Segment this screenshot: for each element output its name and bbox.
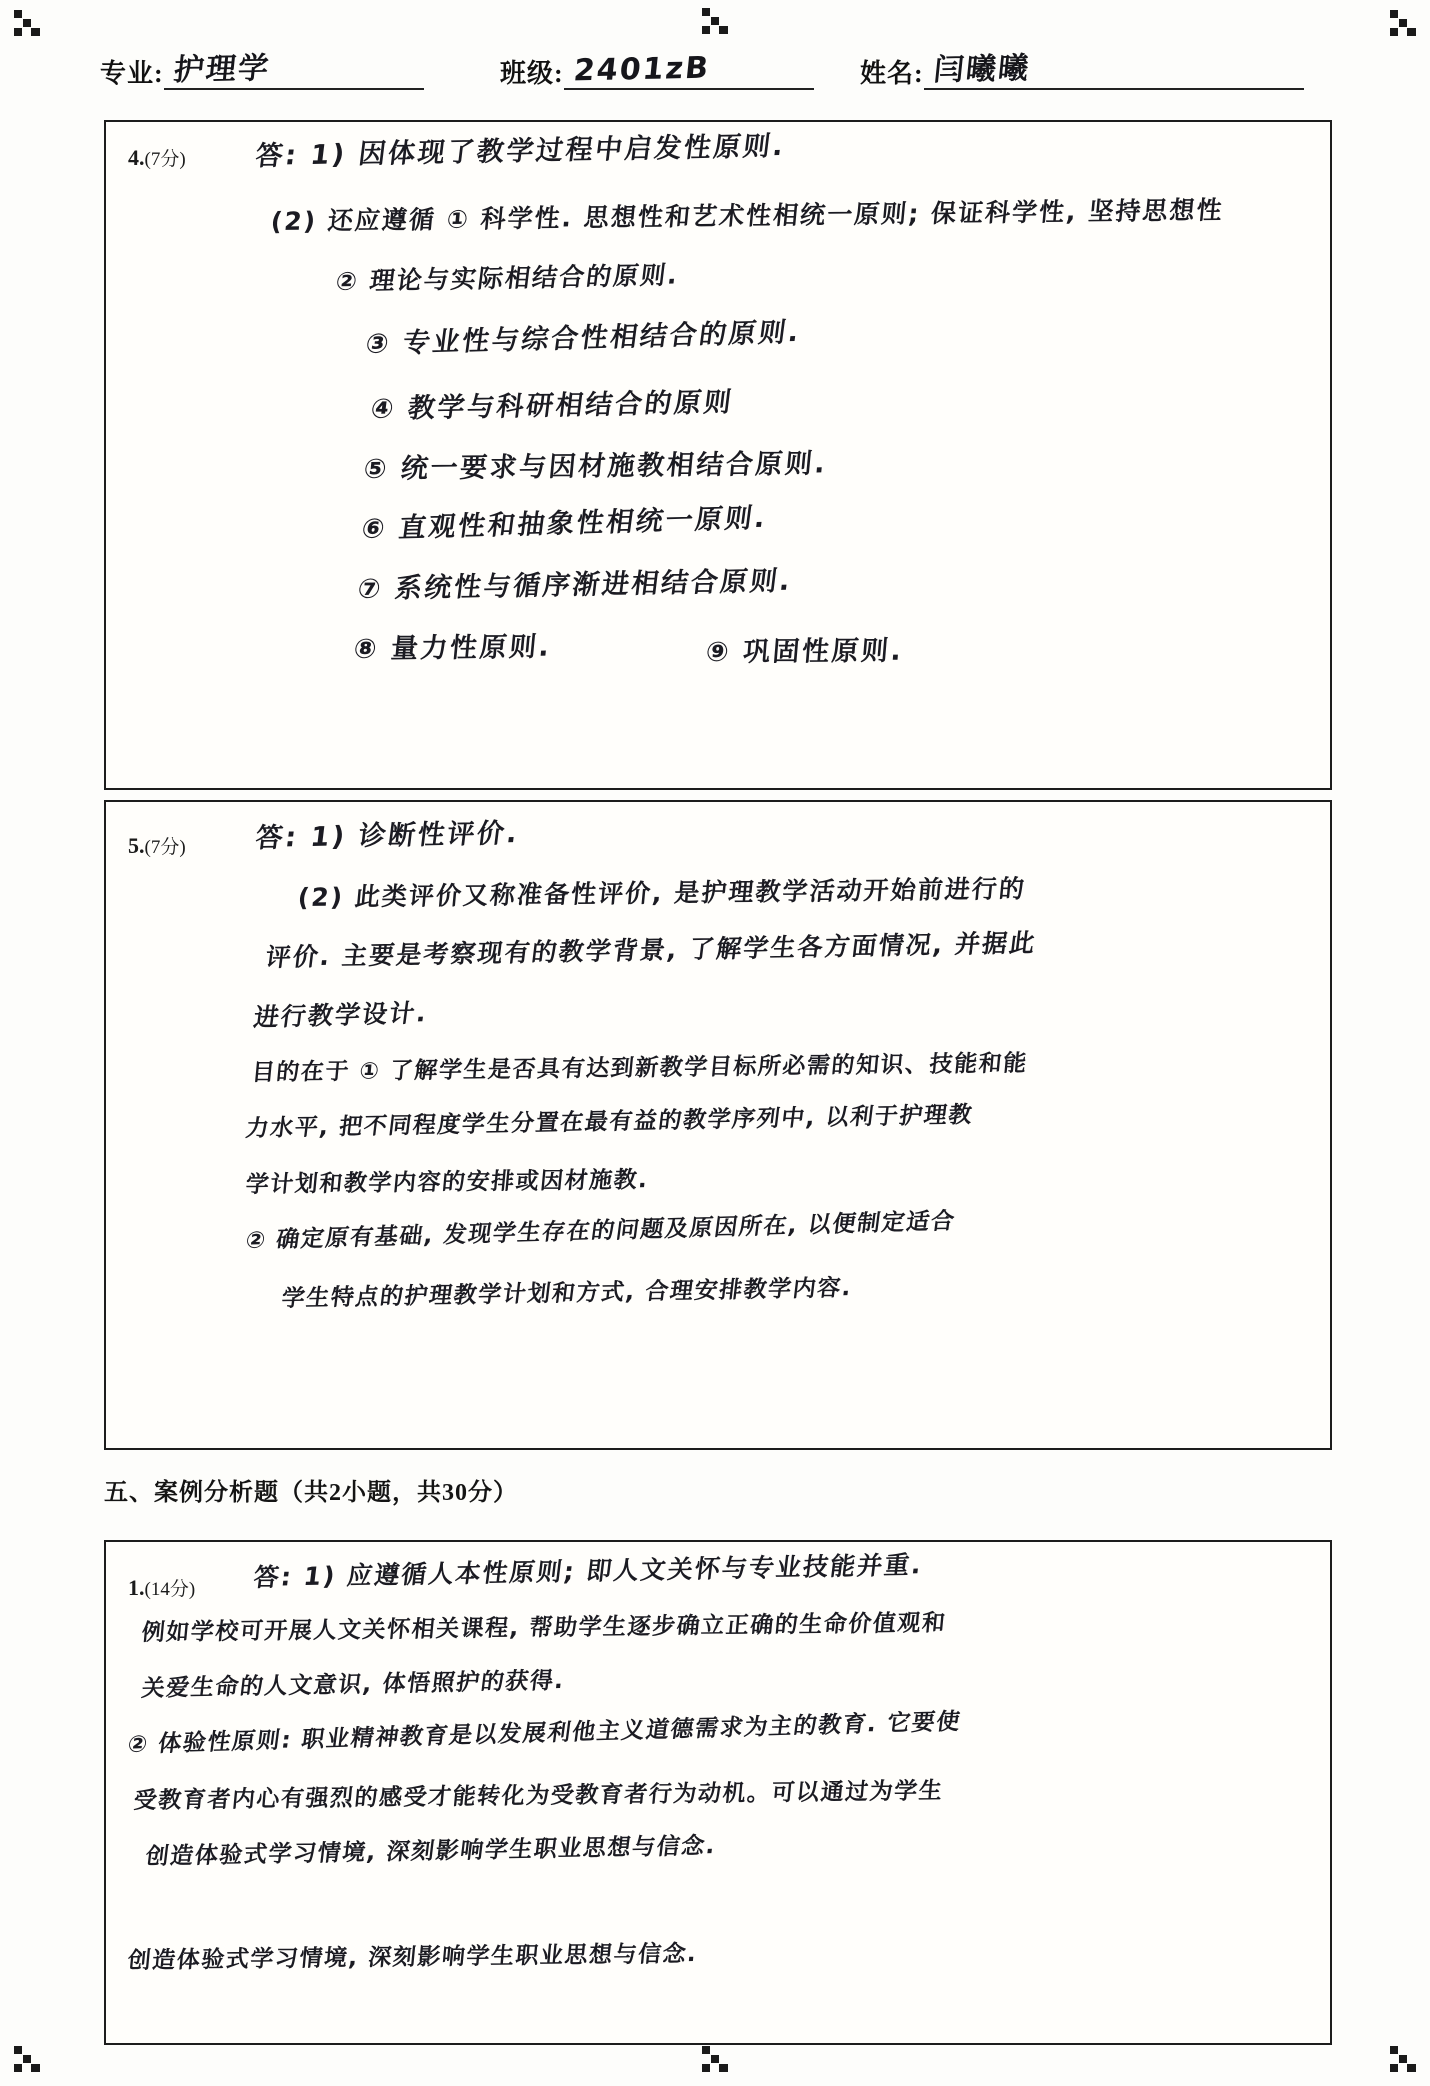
major-value: 护理学	[171, 50, 272, 89]
class-field	[500, 46, 840, 90]
answer-line: 评价. 主要是考察现有的教学背景, 了解学生各方面情况, 并据此	[264, 928, 1039, 972]
answer-line: 目的在于 ① 了解学生是否具有达到新教学目标所必需的知识、技能和能	[250, 1050, 1029, 1086]
section-5-heading: 五、案例分析题（共2小题，共30分）	[104, 1480, 518, 1506]
answer-box-case-1	[104, 1540, 1332, 2045]
question-5-answer-text	[106, 802, 1330, 1448]
answer-line: 答: 1) 因体现了教学过程中启发性原则.	[253, 130, 788, 172]
case-1-answer-text	[106, 1542, 1330, 2043]
answer-line: 关爱生命的人文意识, 体悟照护的获得.	[140, 1667, 567, 1702]
answer-line: 进行教学设计.	[251, 998, 430, 1032]
answer-line: ⑦ 系统性与循序渐进相结合原则.	[355, 565, 795, 605]
fiducial-marker-bottom-center	[702, 2046, 728, 2072]
answer-line: 受教育者内心有强烈的感受才能转化为受教育者行为动机。可以通过为学生	[132, 1778, 945, 1814]
answer-line: ② 体验性原则: 职业精神教育是以发展利他主义道德需求为主的教育. 它要使	[125, 1708, 963, 1758]
student-info-header	[100, 46, 1330, 94]
answer-line: 力水平, 把不同程度学生分置在最有益的教学序列中, 以利于护理教	[244, 1102, 975, 1142]
answer-box-question-4	[104, 120, 1332, 790]
answer-box-question-5	[104, 800, 1332, 1450]
fiducial-marker-bottom-right	[1390, 2046, 1416, 2072]
answer-line: ⑧ 量力性原则.	[352, 631, 553, 665]
name-value: 闫曦曦	[931, 50, 1032, 89]
fiducial-marker-bottom-left	[14, 2046, 40, 2072]
answer-line: ⑥ 直观性和抽象性相统一原则.	[359, 502, 770, 545]
fiducial-marker-top-left	[14, 10, 40, 36]
name-field	[860, 46, 1330, 90]
question-5-number: 5.(7分)	[128, 833, 186, 858]
answer-line: (2) 还应遵循 ① 科学性. 思想性和艺术性相统一原则; 保证科学性, 坚持思想性	[269, 195, 1225, 236]
answer-line: ② 确定原有基础, 发现学生存在的问题及原因所在, 以便制定适合	[243, 1208, 958, 1254]
question-4-number: 4.(7分)	[128, 145, 186, 170]
case-1-number: 1.(14分)	[128, 1575, 196, 1600]
major-label: 专业:	[100, 59, 164, 88]
answer-line: ④ 教学与科研相结合的原则	[368, 387, 736, 425]
answer-line: ③ 专业性与综合性相结合的原则.	[363, 316, 803, 360]
class-value-blank	[564, 48, 814, 90]
answer-line: 创造体验式学习情境, 深刻影响学生职业思想与信念.	[144, 1833, 718, 1870]
answer-line: 学生特点的护理教学计划和方式, 合理安排教学内容.	[280, 1275, 854, 1312]
answer-line: ② 理论与实际相结合的原则.	[334, 260, 681, 296]
major-value-blank	[164, 48, 424, 90]
fiducial-marker-top-center	[702, 8, 728, 34]
answer-line: 答: 1) 应遵循人本性原则; 即人文关怀与专业技能并重.	[252, 1550, 925, 1592]
answer-line: (2) 此类评价又称准备性评价, 是护理教学活动开始前进行的	[296, 874, 1028, 912]
question-4-answer-text	[106, 122, 1330, 788]
answer-line: ⑤ 统一要求与因材施教相结合原则.	[362, 448, 829, 485]
answer-line: 创造体验式学习情境, 深刻影响学生职业思想与信念.	[126, 1941, 699, 1974]
major-field	[100, 46, 480, 90]
answer-line: 学计划和教学内容的安排或因材施教.	[244, 1167, 650, 1198]
name-value-blank	[924, 48, 1304, 90]
answer-line: 答: 1) 诊断性评价.	[253, 817, 522, 854]
class-label: 班级:	[500, 59, 564, 88]
class-value: 2401zB	[571, 50, 712, 89]
answer-line: ⑨ 巩固性原则.	[704, 635, 905, 668]
name-label: 姓名:	[860, 59, 924, 88]
answer-line: 例如学校可开展人文关怀相关课程, 帮助学生逐步确立正确的生命价值观和	[140, 1610, 948, 1646]
fiducial-marker-top-right	[1390, 10, 1416, 36]
